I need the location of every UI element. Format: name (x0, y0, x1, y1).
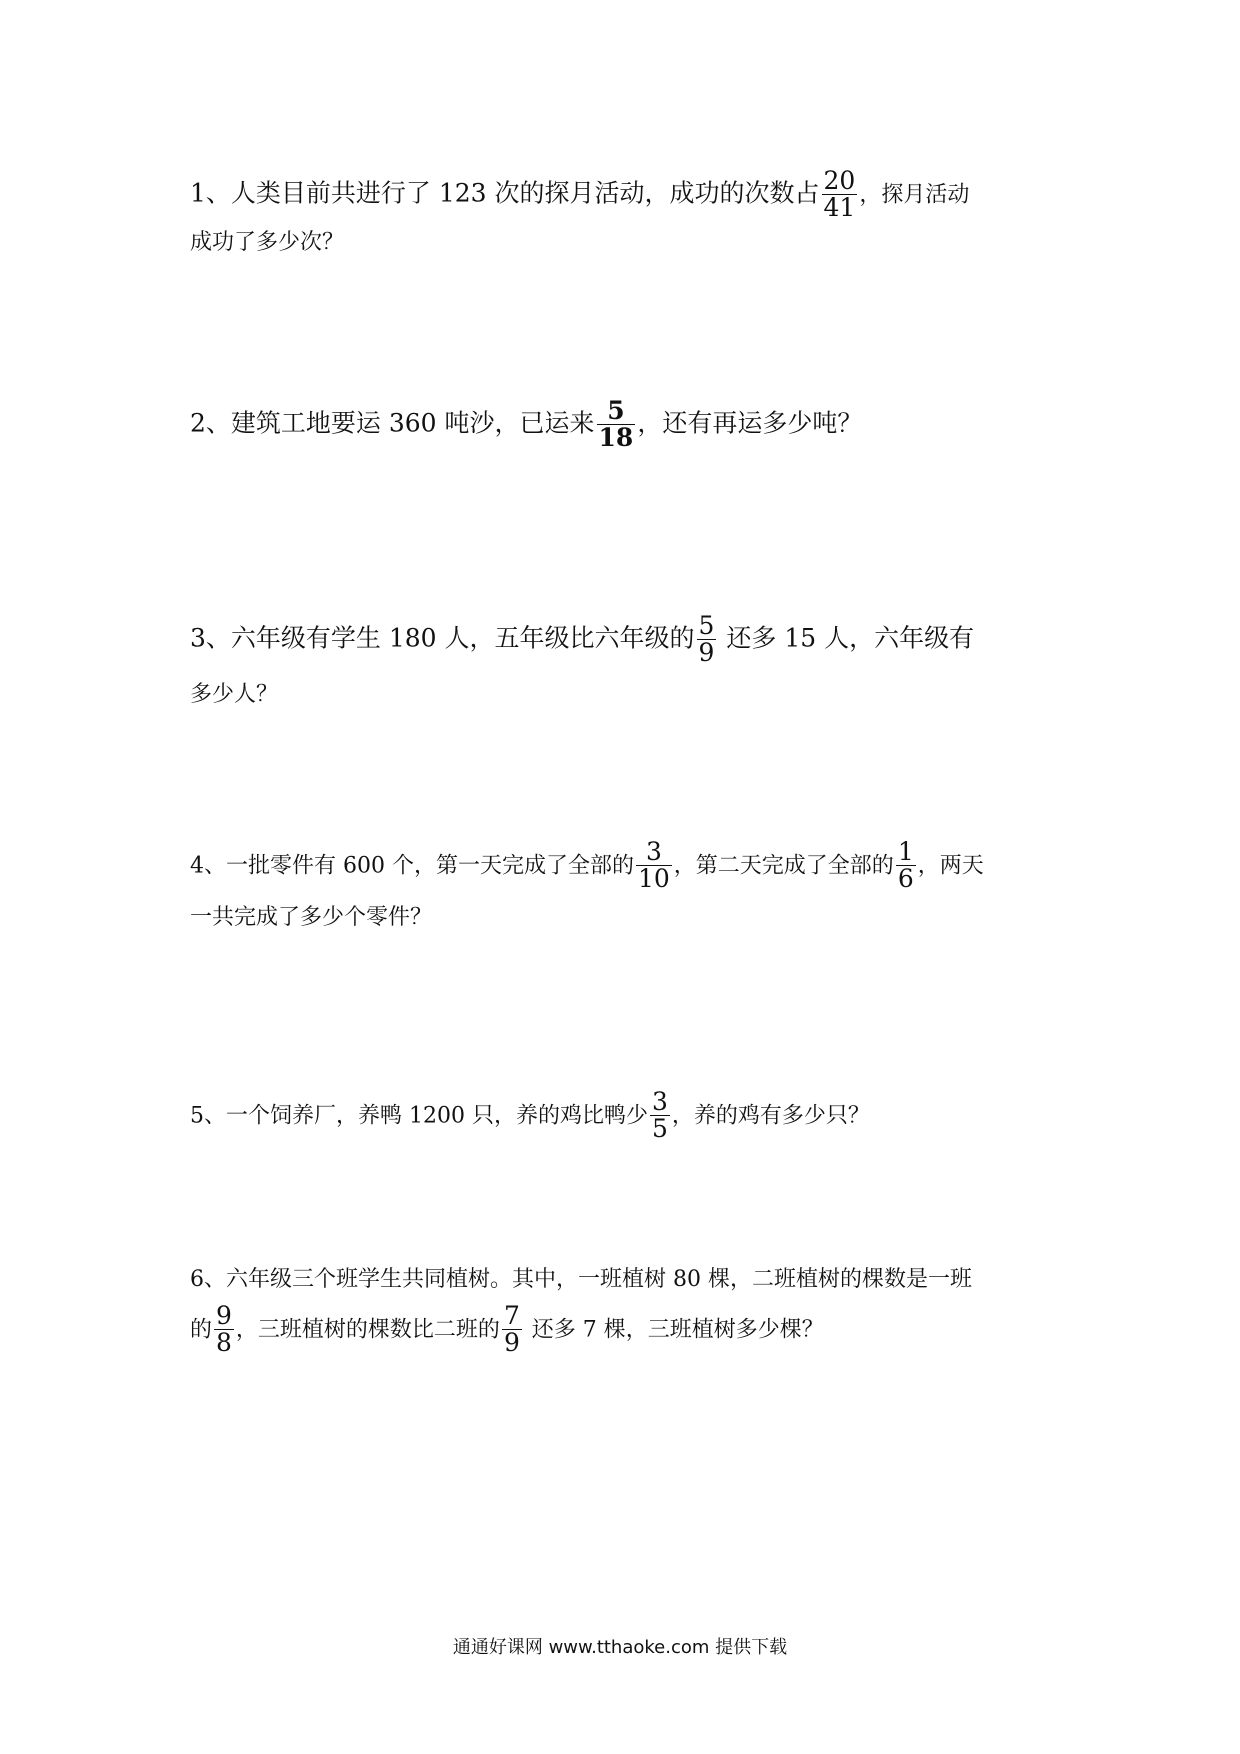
problem-4-text-a: 4、一批零件有 600 个，第一天完成了全部的 (190, 853, 634, 879)
problem-3-line-1 (190, 613, 974, 667)
problem-1-text-a: 1、人类目前共进行了 123 次的探月活动，成功的次数占 (190, 178, 820, 208)
problem-6-text-c: ，三班植树的棵数比二班的 (235, 1317, 500, 1343)
problem-2-line-1 (190, 398, 862, 452)
fraction-denominator: 5 (651, 1114, 668, 1144)
problem-4-text-c: ，两天 (917, 853, 984, 879)
fraction-denominator: 8 (216, 1328, 232, 1358)
fraction-numerator: 5 (607, 396, 625, 425)
problem-5-line-1 (190, 1089, 870, 1143)
problem-1-text-b: ，探月活动 (859, 182, 970, 208)
problem-1-text-c: 成功了多少次？ (190, 230, 345, 255)
problem-4-line-1 (190, 839, 984, 893)
fraction-denominator: 9 (698, 638, 715, 668)
problem-4-text-b: ，第二天完成了全部的 (673, 853, 894, 879)
fraction (636, 839, 672, 893)
fraction-numerator: 3 (651, 1087, 668, 1116)
problem-6-line-2 (190, 1303, 824, 1357)
problem-6-text-b: 的 (190, 1317, 213, 1343)
fraction (502, 1303, 522, 1357)
fraction-numerator: 5 (698, 611, 715, 640)
problem-1-line-2 (190, 228, 344, 254)
fraction-numerator: 20 (823, 166, 856, 195)
fraction-denominator: 18 (598, 423, 634, 453)
fraction (650, 1089, 670, 1143)
fraction-numerator: 1 (897, 837, 914, 866)
fraction-denominator: 6 (897, 864, 914, 894)
fraction (697, 613, 717, 667)
fraction-denominator: 10 (637, 864, 670, 894)
problem-3-text-c: 多少人？ (190, 682, 279, 707)
fraction-numerator: 9 (216, 1301, 232, 1330)
problem-2-text-a: 2、建筑工地要运 360 吨沙，已运来 (190, 408, 595, 438)
fraction (822, 168, 858, 222)
problem-3-text-a: 3、六年级有学生 180 人，五年级比六年级的 (190, 623, 695, 653)
fraction-denominator: 41 (823, 193, 856, 223)
problem-1-line-1 (190, 168, 969, 222)
fraction (896, 839, 916, 893)
fraction (597, 398, 636, 452)
problem-5-text-b: ，养的鸡有多少只？ (671, 1103, 870, 1129)
fraction (214, 1303, 234, 1357)
problem-5-text-a: 5、一个饲养厂，养鸭 1200 只，养的鸡比鸭少 (190, 1103, 648, 1129)
problem-4-line-2 (190, 903, 432, 929)
problem-6-text-a: 6、六年级三个班学生共同植树。其中，一班植树 80 棵，二班植树的棵数是一班 (190, 1267, 972, 1292)
page-footer: 通通好课网 www.tthaoke.com 提供下载 (452, 1637, 788, 1658)
problem-2-text-b: ，还有再运多少吨？ (637, 408, 863, 438)
fraction-numerator: 3 (645, 837, 662, 866)
problem-6-line-1 (190, 1265, 972, 1291)
problem-6-text-d: 还多 7 棵，三班植树多少棵？ (531, 1317, 824, 1343)
problem-3-text-b: 还多 15 人，六年级有 (726, 623, 975, 653)
fraction-denominator: 9 (503, 1328, 520, 1358)
fraction-numerator: 7 (503, 1301, 520, 1330)
problem-3-line-2 (190, 680, 278, 706)
problem-4-text-d: 一共完成了多少个零件？ (190, 905, 433, 930)
